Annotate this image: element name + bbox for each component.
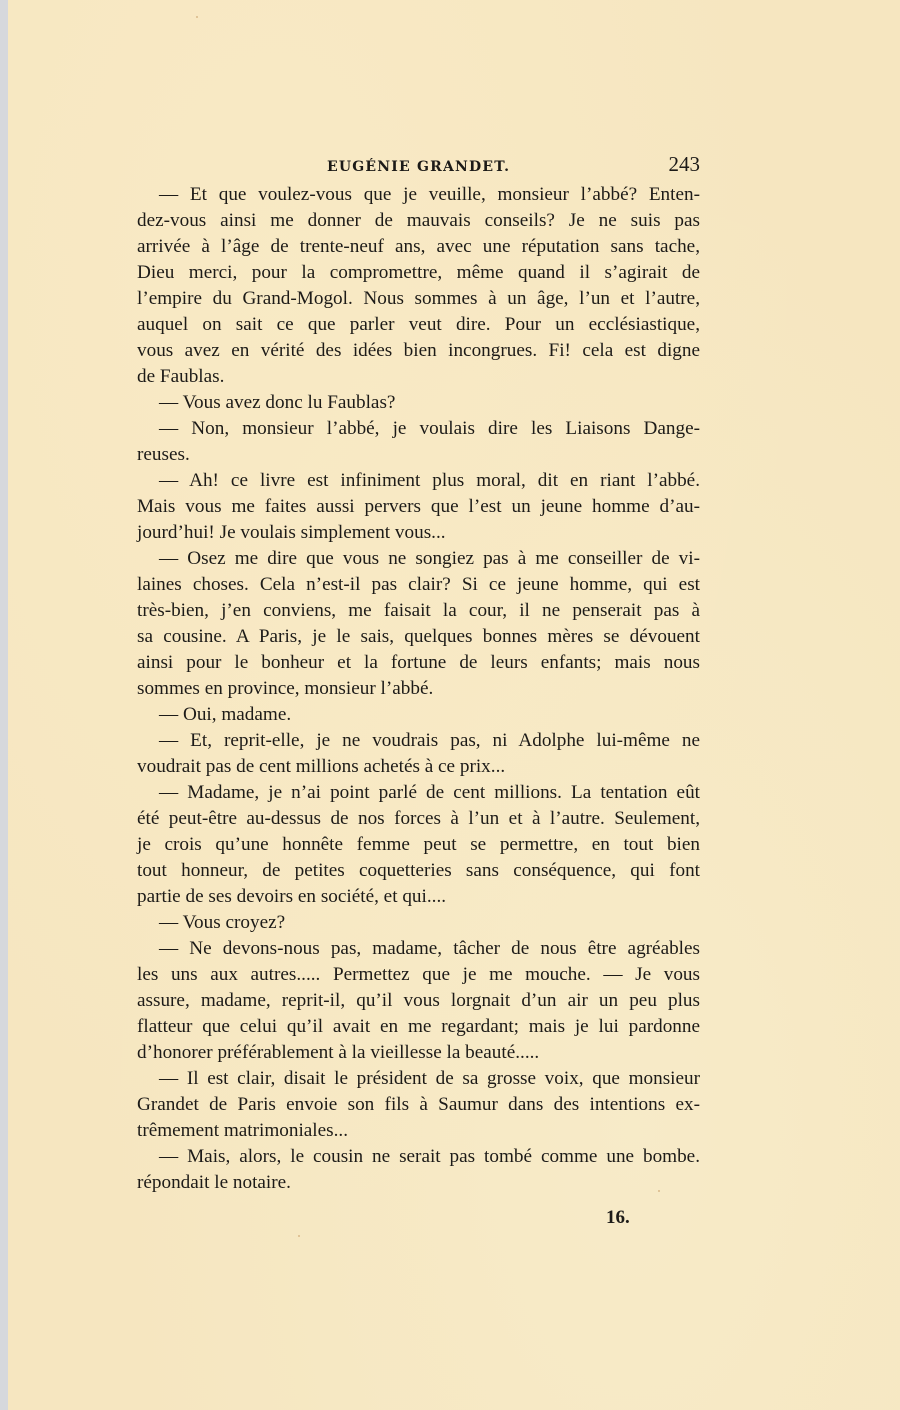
paper-speck (298, 1235, 300, 1237)
running-head (137, 152, 700, 180)
text-line: — Osez me dire que vous ne songiez pas à me conseiller de vi- (159, 548, 700, 569)
paragraph (137, 780, 700, 910)
text-line: — Ne devons-nous pas, madame, tâcher de nous être agréables (159, 938, 700, 959)
paragraph (137, 390, 700, 416)
paragraph (137, 936, 700, 1066)
text-line: arrivée à l’âge de trente-neuf ans, avec une réputation sans tache, (137, 236, 700, 257)
text-line: trêmement matrimoniales... (137, 1120, 348, 1141)
text-line: voudrait pas de cent millions achetés à ce prix... (137, 756, 506, 777)
text-line: — Ah! ce livre est infiniment plus moral, dit en riant l’abbé. (159, 470, 700, 491)
scan-edge-strip (0, 0, 8, 1410)
text-line: flatteur que celui qu’il avait en me regardant; mais je lui pardonne (137, 1016, 700, 1037)
paragraph (137, 1066, 700, 1144)
text-line: répondait le notaire. (137, 1172, 291, 1193)
paragraph (137, 728, 700, 780)
text-line: je crois qu’une honnête femme peut se permettre, en tout bien (137, 834, 700, 855)
text-line: tout honneur, de petites coquetteries sans conséquence, qui font (137, 860, 700, 881)
text-line: auquel on sait ce que parler veut dire. Pour un ecclésiastique, (137, 314, 700, 335)
text-line: ainsi pour le bonheur et la fortune de leurs enfants; mais nous (137, 652, 700, 673)
text-line: Grandet de Paris envoie son fils à Saumur dans des intentions ex- (137, 1094, 700, 1115)
text-line: les uns aux autres..... Permettez que je me mouche. — Je vous (137, 964, 700, 985)
text-line: l’empire du Grand-Mogol. Nous sommes à un âge, l’un et l’autre, (137, 288, 700, 309)
text-line: — Et, reprit-elle, je ne voudrais pas, ni Adolphe lui-même ne (159, 730, 700, 751)
paragraph (137, 702, 700, 728)
paragraph (137, 416, 700, 468)
body-text (137, 182, 700, 1196)
running-title: EUGÉNIE GRANDET. (327, 159, 511, 175)
paragraph (137, 1144, 700, 1196)
text-line: été peut-être au-dessus de nos forces à l’un et à l’autre. Seulement, (137, 808, 700, 829)
paper-speck (196, 16, 198, 18)
paragraph (137, 546, 700, 702)
text-line: — Mais, alors, le cousin ne serait pas tombé comme une bombe. (159, 1146, 700, 1167)
text-line: — Oui, madame. (159, 704, 292, 725)
paragraph (137, 468, 700, 546)
text-line: — Il est clair, disait le président de sa grosse voix, que monsieur (159, 1068, 700, 1089)
text-line: Dieu merci, pour la compromettre, même quand il s’agirait de (137, 262, 700, 283)
text-line: laines choses. Cela n’est-il pas clair? Si ce jeune homme, qui est (137, 574, 700, 595)
text-line: — Et que voulez-vous que je veuille, monsieur l’abbé? Enten- (159, 184, 700, 205)
signature-mark: 16. (606, 1207, 630, 1228)
text-line: jourd’hui! Je voulais simplement vous... (137, 522, 446, 543)
paragraph (137, 182, 700, 390)
text-line: — Madame, je n’ai point parlé de cent millions. La tentation eût (159, 782, 700, 803)
text-line: — Vous croyez? (159, 912, 286, 933)
text-line: de Faublas. (137, 366, 225, 387)
text-line: très-bien, j’en conviens, me faisait la cour, il ne penserait pas à (137, 600, 700, 621)
text-line: vous avez en vérité des idées bien incongrues. Fi! cela est digne (137, 340, 700, 361)
text-line: reuses. (137, 444, 190, 465)
text-line: assure, madame, reprit-il, qu’il vous lorgnait d’un air un peu plus (137, 990, 700, 1011)
paragraph (137, 910, 700, 936)
text-line: — Vous avez donc lu Faublas? (159, 392, 396, 413)
text-line: — Non, monsieur l’abbé, je voulais dire les Liaisons Dange- (159, 418, 700, 439)
text-line: Mais vous me faites aussi pervers que l’est un jeune homme d’au- (137, 496, 700, 517)
text-line: sa cousine. A Paris, je le sais, quelques bonnes mères se dévouent (137, 626, 700, 647)
text-line: partie de ses devoirs en société, et qui.... (137, 886, 447, 907)
page-number: 243 (668, 152, 700, 176)
text-line: d’honorer préférablement à la vieillesse la beauté..... (137, 1042, 540, 1063)
text-line: dez-vous ainsi me donner de mauvais conseils? Je ne suis pas (137, 210, 700, 231)
text-line: sommes en province, monsieur l’abbé. (137, 678, 434, 699)
